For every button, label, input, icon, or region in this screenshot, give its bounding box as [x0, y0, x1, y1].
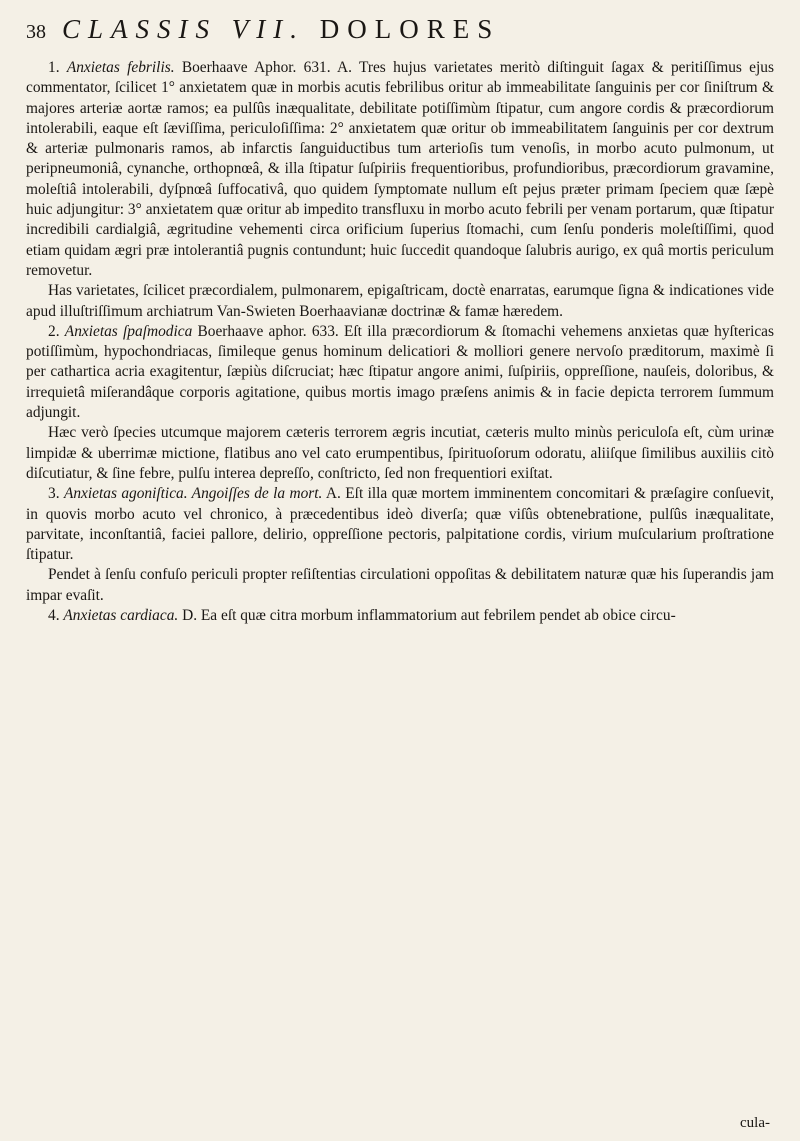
section-number: 3.	[48, 485, 60, 503]
section-title: Anxietas cardiaca.	[63, 607, 179, 625]
section-number: 2.	[48, 322, 60, 340]
paragraph-text: D. Ea eſt quæ citra morbum inflammatorium aut febrilem pendet ab obice circu-	[178, 607, 676, 625]
paragraph-text: Hæc verò ſpecies utcumque majorem cæteris terrorem ægris incutiat, cæteris multo minùs periculoſa eſt, cùm urinæ limpidæ & uberrimæ mictione, flatibus ano vel cato erumpentibus, ſpirituoſorum odoratu, aliiſque ſimilibus auxiliis citò diſcutiatur, & ſine febre, pulſu interea depreſſo, conſtricto, ſed non frequentiori exiſtat.	[26, 424, 774, 482]
running-title-dolores: DOLORES	[319, 14, 501, 44]
running-header	[26, 14, 774, 56]
paragraph-text: Pendet à ſenſu confuſo periculi propter reſiſtentias circulationi oppoſitas & debilitatem naturæ quæ his ſuperandis jam impar evaſit.	[26, 566, 774, 604]
body-text	[26, 58, 774, 626]
page-number: 38	[26, 21, 46, 43]
paragraph-haec-species	[26, 423, 774, 484]
paragraph-text: Boerhaave aphor. 633. Eſt illa præcordiorum & ſtomachi vehemens anxietas quæ hyſtericas potiſſimùm, hypochondriacas, ſimileque genus hominum delicatiori & molliori genere nervoſo præditorum, maximè ſi per cathartica acria exagitentur, ſæpiùs diſcruciat; hæc ſtipatur angore animi, ſuſpiriis, oppreſſione, nauſeis, doloribus, & irrequietâ miſerandâque corporis agitatione, quibus mortis imago præſens animis & in facie depicta terrorem ſummum adjungit.	[26, 322, 774, 422]
running-title	[62, 14, 774, 45]
paragraph-varietates	[26, 281, 774, 322]
running-title-classis: CLASSIS VII.	[62, 14, 305, 44]
section-title: Anxietas ſpaſmodica	[64, 322, 193, 340]
paragraph-text: Has varietates, ſcilicet præcordialem, pulmonarem, epigaſtricam, doctè enarratas, earumque ſigna & indicationes vide apud illuſtriſſimum archiatrum Van-Swieten Boerhaavianæ doctrinæ & famæ hæredem.	[26, 282, 774, 320]
paragraph-anxietas-febrilis	[26, 58, 774, 281]
paragraph-text: Boerhaave Aphor. 631. A. Tres hujus varietates meritò diſtinguit ſagax & peritiſſimus ejus commentator, ſcilicet 1° anxietatem quæ in morbis acutis febrilibus oritur ab immeabilitate ſanguinis per cor ſiniſtrum & majores arteriæ aortæ ramos; ea pulſûs inæqualitate, debilitate potiſſimùm ſtipatur, cum angore cordis & præcordiorum intolerabili, eaque eſt ſæviſſima, periculoſiſſima: 2° anxietatem quæ oritur ob immeabilitatem ſanguinis per cor dextrum & arteriæ pulmonaris ramos, ab infarctis ſanguiductibus tum arterioſis tum venoſis, in morbo acuto pulmonum, ut peripneumoniâ, cynanche, orthopnœâ, & illa ſtipatur ſuſpiriis frequentioribus, profundioribus, præcordiorum gravamine, moleſtiâ intolerabili, dyſpnœâ ſuffocativâ, quo quidem ſymptomate nullum eſt pejus præter primam ſpeciem quæ ſæpè huic adjungitur: 3° anxietatem quæ oritur ab impedito transfluxu in morbo acuto febrili per venam portarum, quæ ſtipatur incredibili cardialgiâ, ægritudine vehementi circa orificium ſuperius ſtomachi, cum ſenſu ponderis moleſtiſſimi, quod etiam quidam ægri præ intolerantiâ pugnis contundunt; huic ſuccedit quandoque ſalubris aurigo, ex quâ mortis periculum removetur.	[26, 59, 774, 279]
paragraph-anxietas-cardiaca	[26, 606, 774, 626]
paragraph-anxietas-agonistica	[26, 484, 774, 565]
catchword: cula-	[740, 1115, 770, 1131]
paragraph-text: A. Eſt illa quæ mortem imminentem concomitari & præſagire conſuevit, in quovis morbo acuto vel chronico, à præcedentibus ideò diverſa; quæ viſûs obtenebratione, pulſûs inæqualitate, parvitate, inconſtantiâ, faciei pallore, delirio, oppreſſione pectoris, palpitatione cordis, virium muſcularium proſtratione ſtipatur.	[26, 485, 774, 564]
section-number: 1.	[48, 59, 60, 76]
paragraph-anxietas-spasmodica	[26, 322, 774, 423]
paragraph-pendet	[26, 565, 774, 606]
section-title: Anxietas febrilis.	[66, 59, 175, 76]
section-number: 4.	[48, 607, 60, 625]
section-title: Anxietas agoniſtica. Angoiſſes de la mort.	[63, 485, 323, 503]
